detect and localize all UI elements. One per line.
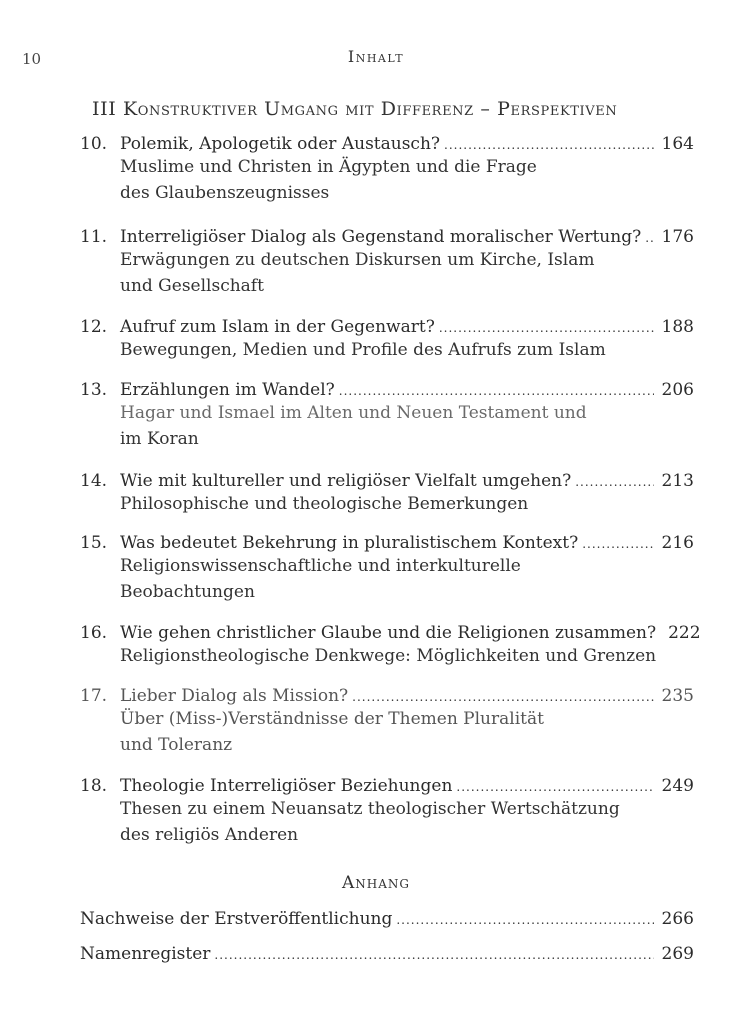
dot-leader <box>582 537 653 551</box>
entry-page: 188 <box>661 317 694 337</box>
entry-subtitle: Bewegungen, Medien und Profile des Aufrufs zum Islam <box>120 340 606 360</box>
entry-subtitle: des religiös Anderen <box>120 825 299 845</box>
entry-subtitle: Muslime und Christen in Ägypten und die Frage <box>120 157 537 177</box>
dot-leader <box>439 321 654 335</box>
entry-page: 266 <box>661 909 694 929</box>
toc-entry <box>80 380 694 452</box>
entry-subtitle: und Gesellschaft <box>120 276 264 296</box>
toc-entry <box>80 686 694 758</box>
entry-subtitle: Philosophische und theologische Bemerkungen <box>120 494 529 514</box>
dot-leader <box>575 475 653 489</box>
entry-number: 13. <box>80 380 108 400</box>
page-number: 10 <box>22 50 42 68</box>
section-heading: III Konstruktiver Umgang mit Differenz – Perspektiven <box>92 98 618 120</box>
dot-leader <box>339 384 654 398</box>
toc-entry <box>80 134 694 206</box>
toc-entry <box>80 623 701 669</box>
entry-subtitle: Religionstheologische Denkwege: Möglichkeiten und Grenzen <box>120 646 657 666</box>
dot-leader <box>396 913 653 927</box>
entry-subtitle: Hagar und Ismael im Alten und Neuen Testament und <box>120 403 587 423</box>
entry-page: 176 <box>661 227 694 247</box>
entry-title: Polemik, Apologetik oder Austausch? <box>120 134 441 154</box>
entry-number: 16. <box>80 623 108 643</box>
entry-page: 206 <box>661 380 694 400</box>
entry-page: 164 <box>661 134 694 154</box>
entry-title: Wie gehen christlicher Glaube und die Religionen zusammen? <box>120 623 657 643</box>
entry-page: 235 <box>661 686 694 706</box>
dot-leader <box>444 138 654 152</box>
entry-page: 213 <box>661 471 694 491</box>
entry-subtitle: im Koran <box>120 429 199 449</box>
entry-subtitle: Religionswissenschaftliche und interkulturelle <box>120 556 521 576</box>
toc-entry <box>80 227 694 299</box>
appendix-heading: Anhang <box>342 873 410 893</box>
entry-page: 249 <box>661 776 694 796</box>
dot-leader <box>214 948 653 962</box>
entry-subtitle: Über (Miss-)Verständnisse der Themen Pluralität <box>120 709 544 729</box>
entry-subtitle: Beobachtungen <box>120 582 255 602</box>
entry-title: Aufruf zum Islam in der Gegenwart? <box>120 317 435 337</box>
entry-title: Interreligiöser Dialog als Gegenstand moralischer Wertung? <box>120 227 642 247</box>
entry-number: 15. <box>80 533 108 553</box>
entry-number: 18. <box>80 776 108 796</box>
entry-number: 11. <box>80 227 108 247</box>
toc-entry <box>80 471 694 517</box>
appendix-entry <box>80 909 694 929</box>
entry-number: 14. <box>80 471 108 491</box>
entry-subtitle: Thesen zu einem Neuansatz theologischer Wertschätzung <box>120 799 620 819</box>
entry-page: 216 <box>661 533 694 553</box>
dot-leader <box>456 780 653 794</box>
entry-title: Erzählungen im Wandel? <box>120 380 335 400</box>
entry-title: Nachweise der Erstveröffentlichung <box>80 909 393 929</box>
entry-number: 12. <box>80 317 108 337</box>
running-head: Inhalt <box>347 47 405 66</box>
entry-subtitle: und Toleranz <box>120 735 233 755</box>
entry-subtitle: Erwägungen zu deutschen Diskursen um Kirche, Islam <box>120 250 595 270</box>
appendix-entry <box>80 944 694 964</box>
entry-page: 222 <box>668 623 701 643</box>
entry-title: Namenregister <box>80 944 211 964</box>
entry-number: 17. <box>80 686 108 706</box>
entry-subtitle: des Glaubenszeugnisses <box>120 183 330 203</box>
entry-title: Theologie Interreligiöser Beziehungen <box>120 776 453 796</box>
toc-entry <box>80 317 694 363</box>
entry-number: 10. <box>80 134 108 154</box>
toc-entry <box>80 533 694 605</box>
toc-entry <box>80 776 694 848</box>
entry-title: Was bedeutet Bekehrung in pluralistischem Kontext? <box>120 533 579 553</box>
entry-title: Lieber Dialog als Mission? <box>120 686 349 706</box>
entry-title: Wie mit kultureller und religiöser Vielfalt umgehen? <box>120 471 572 491</box>
dot-leader <box>352 690 653 704</box>
dot-leader <box>645 231 653 245</box>
entry-page: 269 <box>661 944 694 964</box>
